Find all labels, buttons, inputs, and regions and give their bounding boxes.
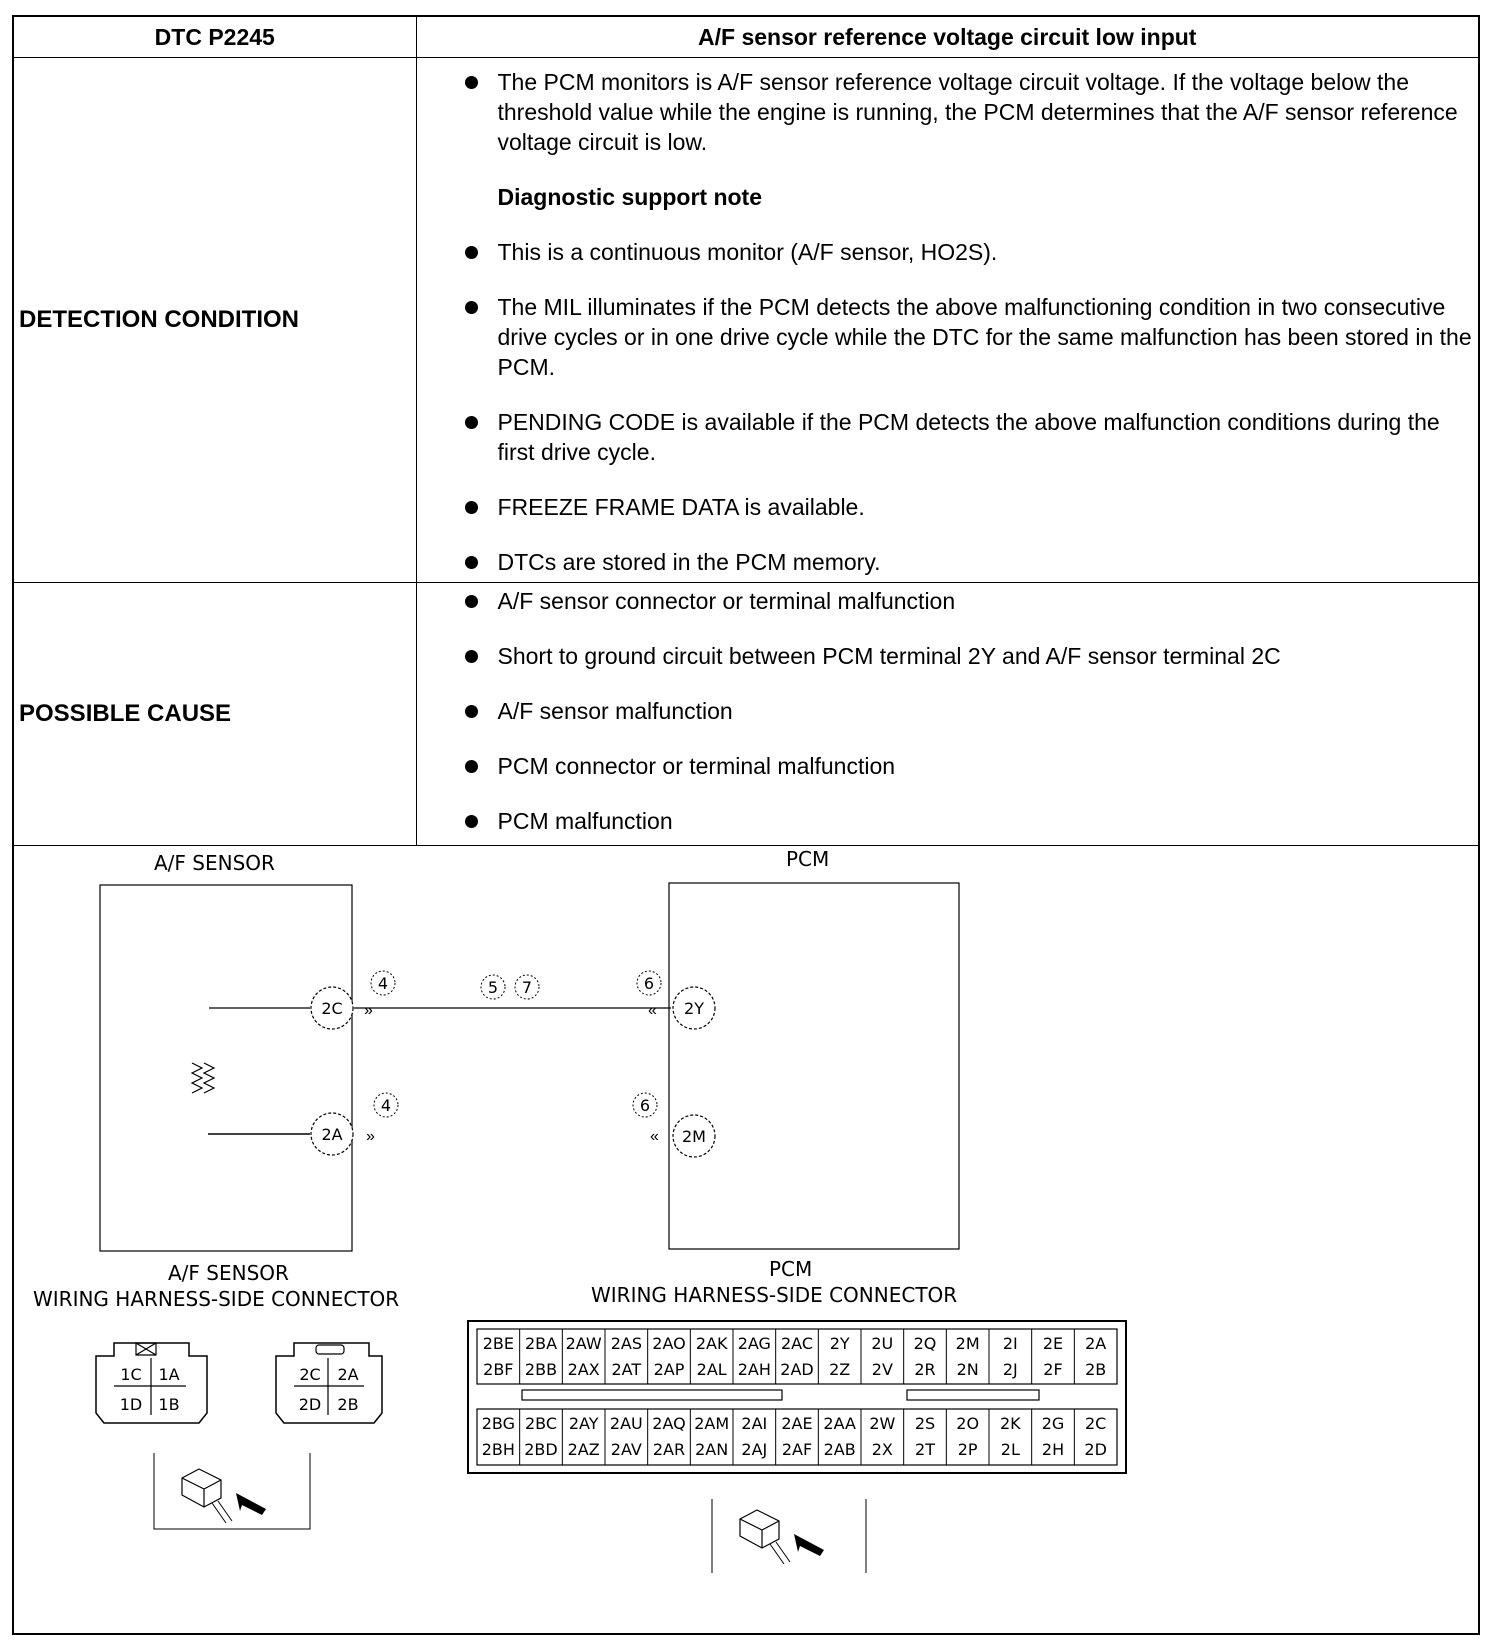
dtc-table (14, 17, 1478, 846)
note-bullet: PENDING CODE is available if the PCM detects the above malfunction conditions during the first drive cycle. (417, 407, 1479, 467)
detection-bullets (417, 67, 1479, 157)
svg-text:2A: 2A (337, 1365, 359, 1384)
connector-view-icon (154, 1453, 310, 1529)
pcm-pin-label: 2M (955, 1334, 980, 1353)
pcm-pin-label: 2J (1002, 1360, 1018, 1379)
step-ref: 4 (377, 974, 389, 993)
pcm-pin-label: 2I (1002, 1334, 1018, 1353)
dtc-description: A/F sensor reference voltage circuit low input (416, 17, 1478, 58)
cause-bullet: PCM malfunction (417, 806, 1479, 836)
pcm-pin-label: 2T (915, 1440, 935, 1459)
pcm-pin-label: 2N (956, 1360, 979, 1379)
pcm-pin-label: 2AK (695, 1334, 728, 1353)
diagnostic-note-title: Diagnostic support note (497, 184, 762, 210)
af-pin-2c-label: 2C (321, 999, 343, 1018)
wiring-diagram (14, 843, 1478, 1633)
pcm-pin-label: 2AQ (652, 1414, 686, 1433)
bullet-icon (465, 246, 478, 259)
cause-bullet: A/F sensor malfunction (417, 696, 1479, 726)
pcm-pin-label: 2BD (524, 1440, 558, 1459)
pcm-pin-label: 2AC (780, 1334, 814, 1353)
note-bullets (417, 237, 1479, 577)
sensor-element-icon (192, 1063, 214, 1093)
pcm-connector-title: PCM (769, 1257, 813, 1281)
pcm-pin-label: 2BB (524, 1360, 558, 1379)
bullet-icon (465, 815, 478, 828)
connector-chevron-icon: » (366, 1128, 375, 1145)
cause-bullet: PCM connector or terminal malfunction (417, 751, 1479, 781)
pcm-pin-label: 2AN (695, 1440, 729, 1459)
pcm-pin-label: 2AM (694, 1414, 730, 1433)
pcm-pin-label: 2BF (483, 1360, 514, 1379)
pcm-pin-label: 2H (1041, 1440, 1065, 1459)
pcm-pin-label: 2O (956, 1414, 980, 1433)
pcm-pin-label: 2AG (737, 1334, 771, 1353)
pcm-pin-label: 2AJ (741, 1440, 768, 1459)
pcm-pin-label: 2X (871, 1440, 893, 1459)
pcm-connector-subtitle: WIRING HARNESS-SIDE CONNECTOR (591, 1283, 958, 1307)
pcm-pin-label: 2AP (653, 1360, 685, 1379)
pcm-pin-label: 2AW (565, 1334, 602, 1353)
pcm-pin-label: 2D (1084, 1440, 1107, 1459)
bullet-icon (465, 501, 478, 514)
connector-chevron-icon: « (648, 1002, 657, 1019)
pcm-pin-label: 2BH (481, 1440, 515, 1459)
pcm-pin-label: 2V (871, 1360, 893, 1379)
af-connector-b (276, 1343, 382, 1423)
header-row (14, 17, 1478, 58)
pcm-pin-label: 2AT (611, 1360, 642, 1379)
pcm-pin-label: 2F (1043, 1360, 1063, 1379)
note-bullet: The MIL illuminates if the PCM detects the above malfunctioning condition in two consecutive drive cycles or in one drive cycle while the DTC for the same malfunction has been stored in the PCM. (417, 292, 1479, 382)
af-pin-2a-label: 2A (321, 1125, 343, 1144)
svg-text:1C: 1C (120, 1365, 142, 1384)
af-sensor-box (100, 885, 352, 1251)
bullet-icon (465, 416, 478, 429)
svg-text:1A: 1A (158, 1365, 180, 1384)
bullet-icon (465, 556, 478, 569)
pcm-pin-label: 2AF (781, 1440, 813, 1459)
cause-content (416, 583, 1478, 846)
pcm-pin-label: 2Y (829, 1334, 850, 1353)
pcm-pin-2y-label: 2Y (684, 999, 704, 1018)
pcm-pin-label: 2BE (482, 1334, 514, 1353)
pcm-box (669, 883, 959, 1249)
svg-text:2B: 2B (337, 1395, 359, 1414)
note-bullet: DTCs are stored in the PCM memory. (417, 547, 1479, 577)
af-connector-a (96, 1343, 207, 1423)
detection-row (14, 58, 1478, 583)
pcm-pin-label: 2P (957, 1440, 978, 1459)
pcm-pin-label: 2AB (823, 1440, 856, 1459)
note-bullet: FREEZE FRAME DATA is available. (417, 492, 1479, 522)
pcm-pin-label: 2AS (610, 1334, 642, 1353)
pcm-pin-label: 2A (1085, 1334, 1107, 1353)
circuit-drawing (14, 843, 1478, 1633)
step-ref: 4 (380, 1096, 392, 1115)
pcm-pin-label: 2R (914, 1360, 936, 1379)
pcm-pin-label: 2AR (652, 1440, 686, 1459)
pcm-pin-label: 2Z (829, 1360, 851, 1379)
dtc-sheet (12, 15, 1480, 1635)
note-bullet: This is a continuous monitor (A/F sensor, HO2S). (417, 237, 1479, 267)
pcm-pin-label: 2C (1084, 1414, 1107, 1433)
pcm-connector (468, 1321, 1126, 1473)
connector-view-icon (712, 1499, 866, 1573)
dtc-code: DTC P2245 (14, 17, 416, 58)
bullet-icon (465, 595, 478, 608)
step-ref: 6 (643, 974, 655, 993)
svg-text:1D: 1D (119, 1395, 143, 1414)
bullet-icon (465, 76, 478, 89)
pcm-pin-label: 2BC (524, 1414, 558, 1433)
pcm-pin-label: 2AX (567, 1360, 600, 1379)
pcm-pin-label: 2B (1085, 1360, 1107, 1379)
pcm-pin-label: 2AO (652, 1334, 686, 1353)
pcm-pin-label: 2Q (913, 1334, 937, 1353)
af-connector-title: A/F SENSOR (168, 1261, 289, 1285)
pcm-pin-label: 2AH (737, 1360, 771, 1379)
step-ref: 5 (487, 978, 499, 997)
bullet-icon (465, 650, 478, 663)
pcm-pin-label: 2W (869, 1414, 896, 1433)
connector-chevron-icon: » (364, 1002, 373, 1019)
af-sensor-title: A/F SENSOR (154, 851, 275, 875)
pcm-pin-label: 2BG (481, 1414, 515, 1433)
pcm-title: PCM (786, 847, 830, 871)
pcm-pin-label: 2AU (609, 1414, 643, 1433)
detection-label: DETECTION CONDITION (14, 58, 416, 583)
cause-bullet: A/F sensor connector or terminal malfunction (417, 586, 1479, 616)
pcm-pin-label: 2U (871, 1334, 894, 1353)
cause-bullet: Short to ground circuit between PCM terminal 2Y and A/F sensor terminal 2C (417, 641, 1479, 671)
pcm-pin-label: 2AZ (567, 1440, 600, 1459)
detection-bullet: The PCM monitors is A/F sensor reference voltage circuit voltage. If the voltage below the threshold value while the engine is running, the PCM determines that the A/F sensor reference voltage circuit is low. (417, 67, 1479, 157)
cause-bullets (417, 586, 1479, 836)
af-connector-subtitle: WIRING HARNESS-SIDE CONNECTOR (33, 1287, 400, 1311)
pcm-pin-label: 2K (999, 1414, 1021, 1433)
bullet-icon (465, 760, 478, 773)
step-ref: 6 (639, 1096, 651, 1115)
detection-content (416, 58, 1478, 583)
cause-row (14, 583, 1478, 846)
pcm-pin-2m-label: 2M (682, 1127, 706, 1146)
bullet-icon (465, 301, 478, 314)
pcm-pin-label: 2S (914, 1414, 936, 1433)
svg-text:1B: 1B (158, 1395, 180, 1414)
pcm-pin-label: 2E (1042, 1334, 1064, 1353)
pcm-pin-label: 2AV (610, 1440, 642, 1459)
cause-label: POSSIBLE CAUSE (14, 583, 416, 846)
pcm-pin-label: 2AD (780, 1360, 814, 1379)
step-ref: 7 (521, 978, 533, 997)
pcm-pin-label: 2AI (741, 1414, 768, 1433)
svg-text:2C: 2C (299, 1365, 321, 1384)
pcm-pin-label: 2L (1000, 1440, 1020, 1459)
bullet-icon (465, 705, 478, 718)
pcm-pin-label: 2G (1041, 1414, 1065, 1433)
pcm-pin-label: 2AY (568, 1414, 599, 1433)
svg-text:2D: 2D (298, 1395, 322, 1414)
pcm-pin-label: 2AA (823, 1414, 856, 1433)
pcm-pin-label: 2AL (696, 1360, 727, 1379)
connector-chevron-icon: « (650, 1128, 659, 1145)
pcm-pin-label: 2BA (524, 1334, 558, 1353)
pcm-pin-label: 2AE (781, 1414, 813, 1433)
